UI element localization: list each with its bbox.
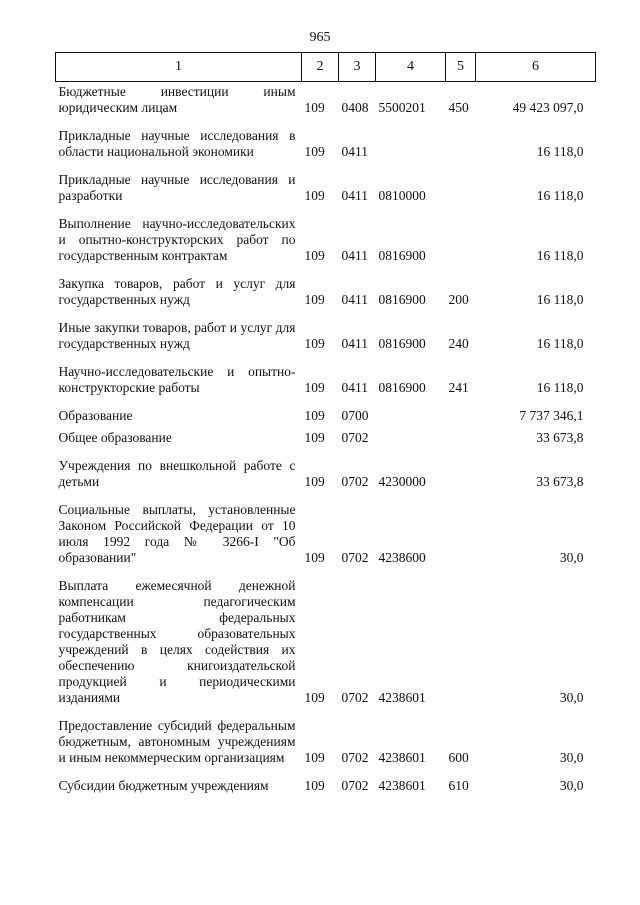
row-section-code: 0702 (341, 778, 369, 793)
row-name: Социальные выплаты, установленные Законом Российской Федерации от 10 июля 1992 года № 3266-I "Об образовании" (58, 502, 296, 565)
row-section-code: 0411 (341, 144, 368, 159)
row-target-code (376, 396, 446, 424)
row-amount: 16 118,0 (536, 336, 584, 351)
row-section-code: 0408 (341, 100, 369, 115)
budget-table (55, 52, 596, 794)
row-target-code: 4238601 (378, 690, 426, 705)
row-expense-code (446, 160, 476, 204)
row-section-code: 0411 (341, 380, 368, 395)
row-name: Выплата ежемесячной денежной компенсации педагогическим работникам федеральных государственных образовательных учреждений в целях содействия их обеспечению книгоиздательской продукцией и периодическими изданиями (58, 578, 296, 705)
row-name: Прикладные научные исследования и разработки (58, 172, 296, 203)
row-target-code: 0816900 (378, 380, 426, 395)
column-header-5: 5 (446, 53, 476, 82)
row-ministry-code: 109 (304, 550, 325, 565)
row-target-code: 0816900 (378, 292, 426, 307)
row-target-code (376, 116, 446, 160)
row-amount: 16 118,0 (536, 144, 584, 159)
row-ministry-code: 109 (304, 750, 325, 765)
row-amount: 33 673,8 (536, 474, 584, 489)
table-row (56, 566, 596, 706)
column-header-1: 1 (56, 53, 302, 82)
row-ministry-code: 109 (304, 778, 325, 793)
column-header-6: 6 (476, 53, 596, 82)
row-name: Бюджетные инвестиции иным юридическим лицам (58, 84, 296, 115)
row-amount: 30,0 (559, 550, 584, 565)
row-section-code: 0702 (341, 430, 369, 445)
row-amount: 7 737 346,1 (519, 408, 584, 423)
row-ministry-code: 109 (304, 144, 325, 159)
row-expense-code (446, 424, 476, 446)
row-ministry-code: 109 (304, 336, 325, 351)
row-name: Иные закупки товаров, работ и услуг для государственных нужд (58, 320, 296, 351)
row-expense-code: 600 (448, 750, 469, 765)
row-name: Субсидии бюджетным учреждениям (58, 778, 269, 793)
row-ministry-code: 109 (304, 690, 325, 705)
row-target-code: 4238601 (378, 750, 426, 765)
row-section-code: 0411 (341, 292, 368, 307)
header-row (56, 53, 596, 82)
row-expense-code: 610 (448, 778, 469, 793)
row-ministry-code: 109 (304, 474, 325, 489)
row-expense-code (446, 204, 476, 264)
row-expense-code (446, 446, 476, 490)
column-header-2: 2 (302, 53, 339, 82)
row-section-code: 0702 (341, 550, 369, 565)
row-amount: 33 673,8 (536, 430, 584, 445)
row-expense-code: 241 (448, 380, 469, 395)
row-target-code: 0816900 (378, 248, 426, 263)
row-ministry-code: 109 (304, 248, 325, 263)
row-ministry-code: 109 (304, 408, 325, 423)
table-row (56, 82, 596, 117)
table-row (56, 490, 596, 566)
table-row (56, 264, 596, 308)
row-expense-code (446, 116, 476, 160)
row-target-code: 4238600 (378, 550, 426, 565)
row-expense-code: 200 (448, 292, 469, 307)
table-row (56, 766, 596, 794)
row-expense-code (446, 566, 476, 706)
column-header-4: 4 (376, 53, 446, 82)
row-ministry-code: 109 (304, 188, 325, 203)
row-name: Научно-исследовательские и опытно-конструкторские работы (58, 364, 296, 395)
row-ministry-code: 109 (304, 380, 325, 395)
row-target-code: 5500201 (378, 100, 426, 115)
row-ministry-code: 109 (304, 100, 325, 115)
row-amount: 30,0 (559, 690, 584, 705)
table-row (56, 116, 596, 160)
row-section-code: 0411 (341, 188, 368, 203)
row-amount: 30,0 (559, 778, 584, 793)
row-section-code: 0411 (341, 248, 368, 263)
row-expense-code (446, 396, 476, 424)
table-row (56, 308, 596, 352)
table-row (56, 424, 596, 446)
row-expense-code (446, 490, 476, 566)
page-number: 965 (309, 30, 331, 45)
row-name: Прикладные научные исследования в области национальной экономики (58, 128, 296, 159)
table-row (56, 352, 596, 396)
row-name: Образование (58, 408, 133, 423)
row-expense-code: 450 (448, 100, 469, 115)
row-expense-code: 240 (448, 336, 469, 351)
row-target-code: 0810000 (378, 188, 426, 203)
row-name: Закупка товаров, работ и услуг для государственных нужд (58, 276, 296, 307)
row-target-code: 4238601 (378, 778, 426, 793)
row-name: Выполнение научно-исследовательских и опытно-конструкторских работ по государственным контрактам (58, 216, 296, 263)
table-row (56, 204, 596, 264)
row-amount: 16 118,0 (536, 248, 584, 263)
row-name: Общее образование (58, 430, 172, 445)
row-name: Учреждения по внешкольной работе с детьми (58, 458, 296, 489)
row-section-code: 0411 (341, 336, 368, 351)
row-amount: 16 118,0 (536, 292, 584, 307)
table-body (56, 82, 596, 795)
table-row (56, 706, 596, 766)
row-amount: 16 118,0 (536, 188, 584, 203)
row-ministry-code: 109 (304, 292, 325, 307)
row-section-code: 0702 (341, 690, 369, 705)
row-name: Предоставление субсидий федеральным бюджетным, автономным учреждениям и иным некоммерческим организациям (58, 718, 296, 765)
row-amount: 49 423 097,0 (512, 100, 584, 115)
table-row (56, 446, 596, 490)
row-target-code (376, 424, 446, 446)
table-row (56, 396, 596, 424)
row-target-code: 0816900 (378, 336, 426, 351)
row-target-code: 4230000 (378, 474, 426, 489)
table-row (56, 160, 596, 204)
row-ministry-code: 109 (304, 430, 325, 445)
table-header (56, 53, 596, 82)
column-header-3: 3 (339, 53, 376, 82)
row-section-code: 0702 (341, 750, 369, 765)
row-section-code: 0700 (341, 408, 369, 423)
row-amount: 30,0 (559, 750, 584, 765)
row-amount: 16 118,0 (536, 380, 584, 395)
row-section-code: 0702 (341, 474, 369, 489)
